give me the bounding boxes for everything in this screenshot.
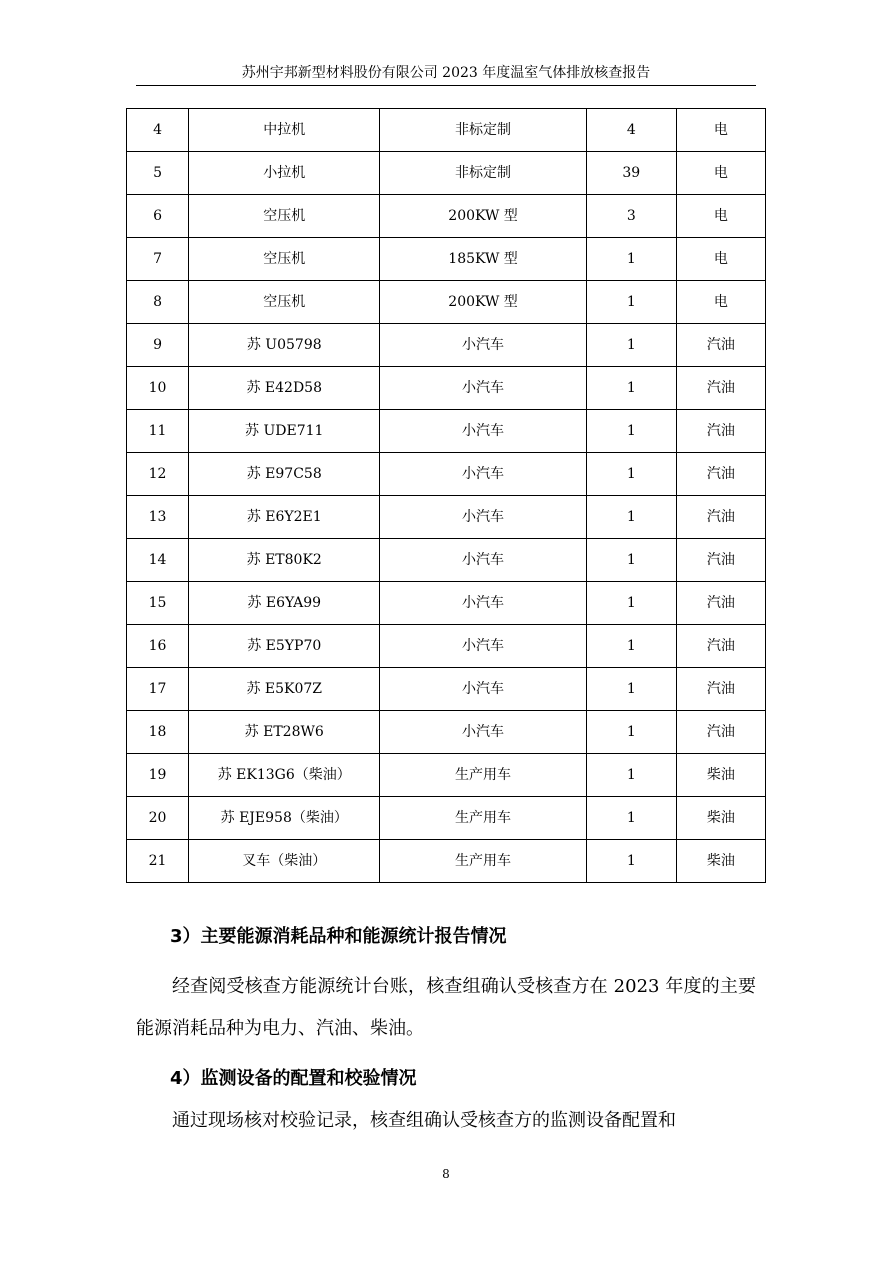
cell-energy: 电 [676, 281, 765, 324]
cell-qty: 1 [586, 238, 676, 281]
page-number: 8 [442, 1167, 450, 1181]
cell-no: 6 [127, 195, 189, 238]
header-rule [136, 85, 756, 86]
cell-energy: 汽油 [676, 496, 765, 539]
cell-qty: 39 [586, 152, 676, 195]
cell-name: 苏 E5K07Z [189, 668, 380, 711]
cell-spec: 小汽车 [380, 453, 586, 496]
cell-no: 10 [127, 367, 189, 410]
cell-name: 苏 E42D58 [189, 367, 380, 410]
section-3-paragraph: 经查阅受核查方能源统计台账，核查组确认受核查方在 2023 年度的主要能源消耗品种为电力、汽油、柴油。 [136, 976, 756, 1039]
cell-name: 中拉机 [189, 109, 380, 152]
table-row [127, 324, 766, 367]
cell-qty: 1 [586, 582, 676, 625]
cell-name: 叉车（柴油） [189, 840, 380, 883]
cell-energy: 电 [676, 109, 765, 152]
cell-no: 9 [127, 324, 189, 367]
cell-name: 苏 UDE711 [189, 410, 380, 453]
table-row [127, 582, 766, 625]
table-row [127, 195, 766, 238]
cell-no: 15 [127, 582, 189, 625]
page-header-title: 苏州宇邦新型材料股份有限公司 2023 年度温室气体排放核查报告 [241, 65, 651, 81]
table-row [127, 711, 766, 754]
table-row [127, 109, 766, 152]
cell-no: 7 [127, 238, 189, 281]
cell-no: 21 [127, 840, 189, 883]
cell-name: 苏 ET80K2 [189, 539, 380, 582]
cell-name: 苏 EJE958（柴油） [189, 797, 380, 840]
cell-no: 13 [127, 496, 189, 539]
cell-qty: 1 [586, 797, 676, 840]
cell-energy: 柴油 [676, 797, 765, 840]
section-4-heading: 4）监测设备的配置和校验情况 [170, 1068, 417, 1089]
cell-energy: 汽油 [676, 324, 765, 367]
cell-energy: 柴油 [676, 840, 765, 883]
cell-energy: 电 [676, 152, 765, 195]
cell-energy: 汽油 [676, 410, 765, 453]
cell-qty: 1 [586, 625, 676, 668]
cell-spec: 生产用车 [380, 754, 586, 797]
cell-energy: 柴油 [676, 754, 765, 797]
table-row [127, 668, 766, 711]
cell-no: 12 [127, 453, 189, 496]
cell-qty: 1 [586, 453, 676, 496]
table-row [127, 367, 766, 410]
cell-energy: 汽油 [676, 668, 765, 711]
equipment-table [126, 108, 766, 883]
cell-spec: 小汽车 [380, 367, 586, 410]
cell-spec: 非标定制 [380, 109, 586, 152]
cell-no: 18 [127, 711, 189, 754]
cell-qty: 1 [586, 539, 676, 582]
cell-energy: 电 [676, 195, 765, 238]
cell-name: 苏 E6YA99 [189, 582, 380, 625]
cell-spec: 200KW 型 [380, 195, 586, 238]
cell-name: 空压机 [189, 195, 380, 238]
section-4-paragraph: 通过现场核对校验记录，核查组确认受核查方的监测设备配置和 [172, 1110, 676, 1131]
cell-no: 19 [127, 754, 189, 797]
table-row [127, 281, 766, 324]
cell-spec: 小汽车 [380, 410, 586, 453]
table-row [127, 453, 766, 496]
cell-name: 空压机 [189, 281, 380, 324]
section-3-heading: 3）主要能源消耗品种和能源统计报告情况 [170, 926, 507, 947]
cell-energy: 汽油 [676, 453, 765, 496]
cell-qty: 1 [586, 496, 676, 539]
cell-qty: 3 [586, 195, 676, 238]
cell-qty: 4 [586, 109, 676, 152]
table-row [127, 410, 766, 453]
cell-qty: 1 [586, 668, 676, 711]
cell-no: 8 [127, 281, 189, 324]
cell-name: 苏 E6Y2E1 [189, 496, 380, 539]
cell-energy: 汽油 [676, 539, 765, 582]
equipment-table-body [127, 109, 766, 883]
cell-spec: 小汽车 [380, 668, 586, 711]
cell-spec: 生产用车 [380, 840, 586, 883]
cell-spec: 生产用车 [380, 797, 586, 840]
cell-energy: 汽油 [676, 367, 765, 410]
cell-spec: 185KW 型 [380, 238, 586, 281]
cell-spec: 小汽车 [380, 539, 586, 582]
cell-name: 苏 E97C58 [189, 453, 380, 496]
cell-no: 17 [127, 668, 189, 711]
table-row [127, 496, 766, 539]
cell-qty: 1 [586, 840, 676, 883]
cell-name: 苏 U05798 [189, 324, 380, 367]
cell-no: 5 [127, 152, 189, 195]
cell-qty: 1 [586, 324, 676, 367]
cell-no: 14 [127, 539, 189, 582]
cell-qty: 1 [586, 410, 676, 453]
cell-no: 4 [127, 109, 189, 152]
cell-qty: 1 [586, 367, 676, 410]
table-row [127, 840, 766, 883]
cell-no: 20 [127, 797, 189, 840]
cell-qty: 1 [586, 711, 676, 754]
cell-name: 苏 E5YP70 [189, 625, 380, 668]
cell-name: 苏 ET28W6 [189, 711, 380, 754]
table-row [127, 152, 766, 195]
cell-spec: 小汽车 [380, 496, 586, 539]
cell-spec: 小汽车 [380, 625, 586, 668]
cell-name: 小拉机 [189, 152, 380, 195]
table-row [127, 797, 766, 840]
cell-qty: 1 [586, 754, 676, 797]
cell-name: 空压机 [189, 238, 380, 281]
cell-energy: 汽油 [676, 711, 765, 754]
cell-no: 11 [127, 410, 189, 453]
cell-qty: 1 [586, 281, 676, 324]
cell-spec: 小汽车 [380, 324, 586, 367]
cell-no: 16 [127, 625, 189, 668]
table-row [127, 625, 766, 668]
table-row [127, 238, 766, 281]
cell-name: 苏 EK13G6（柴油） [189, 754, 380, 797]
cell-spec: 小汽车 [380, 582, 586, 625]
table-row [127, 539, 766, 582]
cell-energy: 汽油 [676, 625, 765, 668]
cell-spec: 200KW 型 [380, 281, 586, 324]
cell-energy: 电 [676, 238, 765, 281]
cell-spec: 非标定制 [380, 152, 586, 195]
table-row [127, 754, 766, 797]
cell-spec: 小汽车 [380, 711, 586, 754]
cell-energy: 汽油 [676, 582, 765, 625]
